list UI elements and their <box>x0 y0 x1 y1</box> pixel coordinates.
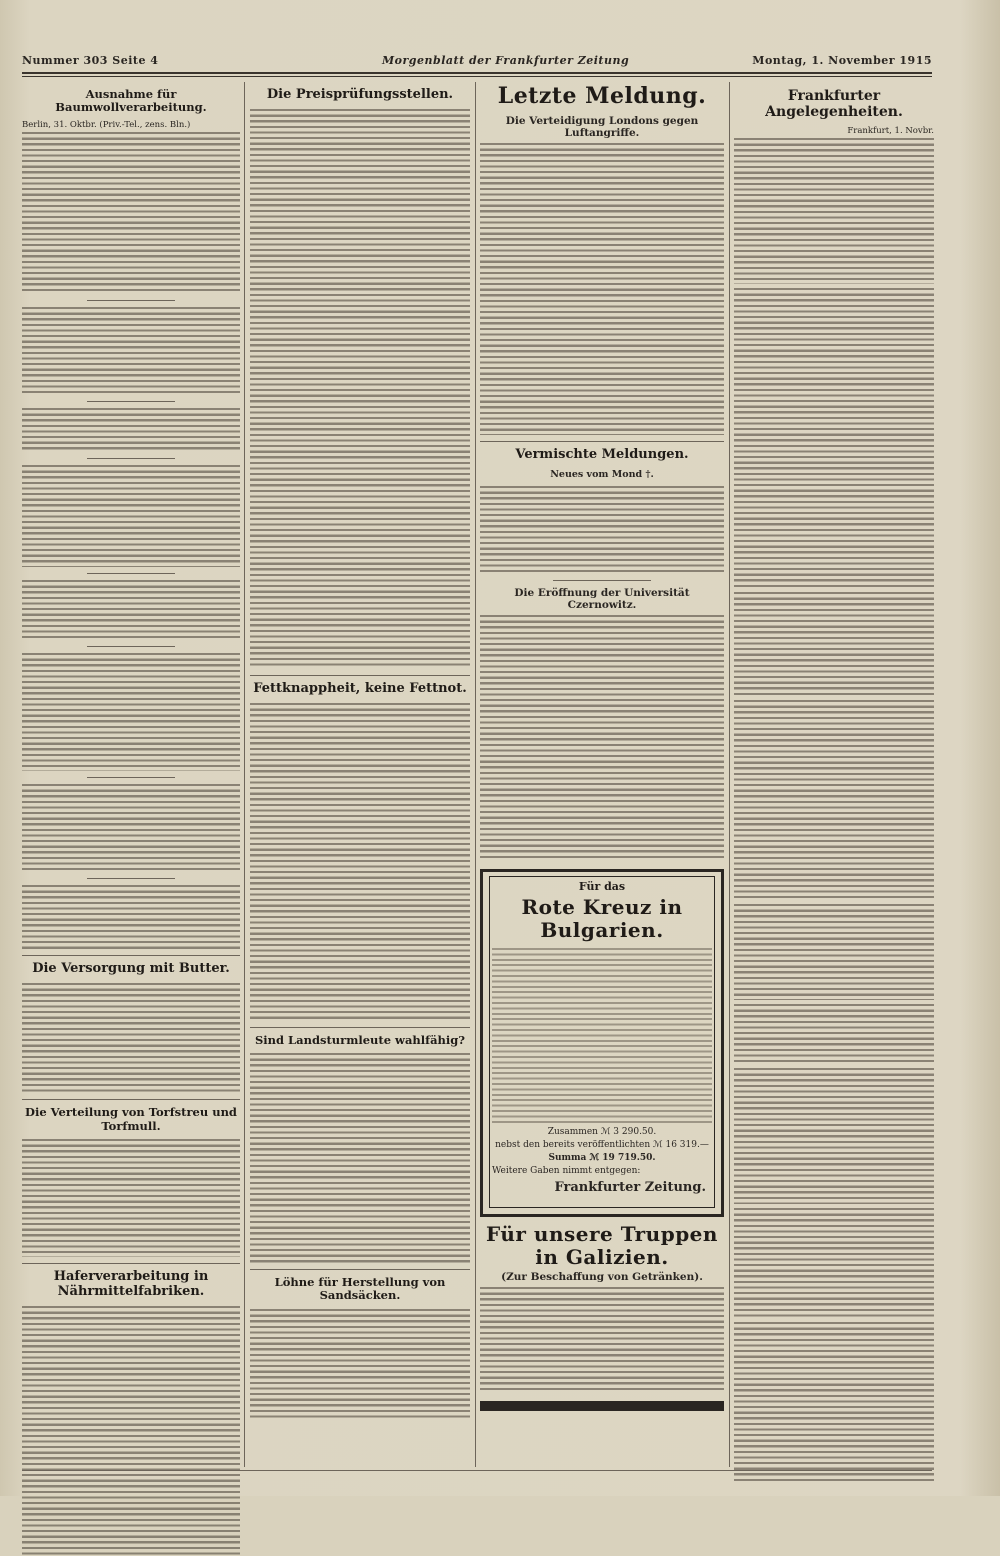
headline-czernowitz: Die Eröffnung der Universität Czernowitz. <box>514 587 690 612</box>
divider <box>87 573 174 574</box>
red-cross-total: Summa ℳ 19 719.50. <box>548 1152 656 1163</box>
page-number: Nummer 303 Seite 4 <box>22 54 159 67</box>
newspaper-title: Morgenblatt der Frankfurter Zeitung <box>382 54 630 67</box>
article-cotton-intro <box>22 132 240 294</box>
divider <box>480 441 724 442</box>
headline-frankfurt: Frankfurter Angelegenheiten. <box>765 88 903 121</box>
issue-date: Montag, 1. November 1915 <box>752 54 932 67</box>
article-cotton-i <box>22 307 240 395</box>
headline-peat: Die Verteilung von Torfstreu und Torfmull. <box>25 1105 237 1133</box>
article-frankfurt-1 <box>734 138 934 284</box>
article-cotton-ii <box>22 408 240 452</box>
article-frankfurt-5 <box>734 904 934 1000</box>
article-frankfurt-3 <box>734 592 934 696</box>
column-3 <box>480 82 724 1415</box>
article-frankfurt-6 <box>734 1004 934 1064</box>
article-cotton-iii <box>22 465 240 567</box>
divider <box>87 646 174 647</box>
headline-cotton: Ausnahme für Baumwollverarbeitung. <box>55 87 207 115</box>
dateline-frankfurt: Frankfurt, 1. Novbr. <box>847 126 934 137</box>
article-frankfurt-8 <box>734 1208 934 1318</box>
headline-troops-galicia: Für unsere Truppen in Galizien. <box>486 1221 718 1269</box>
subheadline-london: Die Verteidigung Londons gegen Luftangriffe. <box>505 115 699 140</box>
article-sandbags <box>250 1309 470 1421</box>
article-frankfurt-7 <box>734 1068 934 1204</box>
article-fat-shortage <box>250 703 470 1021</box>
divider <box>250 1027 470 1028</box>
divider <box>22 1263 240 1264</box>
column-rule-3 <box>729 82 730 1467</box>
column-4 <box>734 82 934 1482</box>
red-cross-previous: nebst den bereits veröffentlichten ℳ 16 319.— <box>495 1139 709 1150</box>
article-oats <box>22 1306 240 1556</box>
divider <box>22 955 240 956</box>
red-cross-more: Weitere Gaben nimmt entgegen: <box>492 1165 641 1176</box>
divider <box>87 300 174 301</box>
bottom-rule <box>22 1470 932 1471</box>
headline-fat-shortage: Fettknappheit, keine Fettnot. <box>253 680 467 696</box>
masthead-rule <box>22 76 932 77</box>
article-price-offices <box>250 109 470 669</box>
divider <box>250 675 470 676</box>
divider <box>22 1099 240 1100</box>
headline-oats: Haferverarbeitung in Nährmittelfabriken. <box>53 1268 209 1299</box>
divider <box>250 1269 470 1270</box>
headline-sandbags: Löhne für Herstellung von Sandsäcken. <box>274 1275 446 1303</box>
dateline-cotton: Berlin, 31. Oktbr. (Priv.-Tel., zens. Bln.) <box>22 120 191 131</box>
red-cross-intro: Für das <box>578 880 626 894</box>
article-frankfurt-2 <box>734 288 934 588</box>
column-2 <box>250 82 470 1421</box>
black-bar <box>480 1401 724 1411</box>
divider <box>87 878 174 879</box>
article-troops-galicia <box>480 1287 724 1393</box>
subheadline-mond: Neues vom Mond †. <box>550 469 654 481</box>
article-frankfurt-9 <box>734 1322 934 1482</box>
article-frankfurt-4 <box>734 700 934 900</box>
red-cross-subtotal: Zusammen ℳ 3 290.50. <box>547 1126 657 1137</box>
headline-landsturm: Sind Landsturmleute wahlfähig? <box>254 1032 466 1047</box>
article-landsturm <box>250 1053 470 1263</box>
article-butter <box>22 983 240 1093</box>
article-cotton-iv <box>22 580 240 640</box>
divider <box>553 580 651 581</box>
article-cotton-v <box>22 653 240 771</box>
article-czernowitz <box>480 615 724 861</box>
column-rule-2 <box>475 82 476 1467</box>
article-mond <box>480 486 724 574</box>
divider <box>87 458 174 459</box>
subheadline-drinks: (Zur Beschaffung von Getränken). <box>501 1270 703 1283</box>
red-cross-title: Rote Kreuz in Bulgarien. <box>521 894 683 942</box>
article-peat <box>22 1139 240 1257</box>
headline-butter: Die Versorgung mit Butter. <box>32 961 230 977</box>
divider <box>87 401 174 402</box>
red-cross-donor-list <box>492 948 712 1124</box>
divider <box>87 777 174 778</box>
red-cross-box <box>480 869 724 1217</box>
article-london-defense <box>480 143 724 435</box>
article-cotton-vii <box>22 885 240 949</box>
headline-latest: Letzte Meldung. <box>497 83 707 109</box>
masthead <box>22 50 932 74</box>
column-rule-1 <box>244 82 245 1467</box>
headline-price-offices: Die Preisprüfungsstellen. <box>266 87 454 102</box>
red-cross-signature: Frankfurter Zeitung. <box>554 1179 706 1195</box>
red-cross-inner <box>489 876 715 1208</box>
column-1 <box>22 82 240 1556</box>
headline-misc: Vermischte Meldungen. <box>515 447 689 463</box>
article-cotton-vi <box>22 784 240 872</box>
